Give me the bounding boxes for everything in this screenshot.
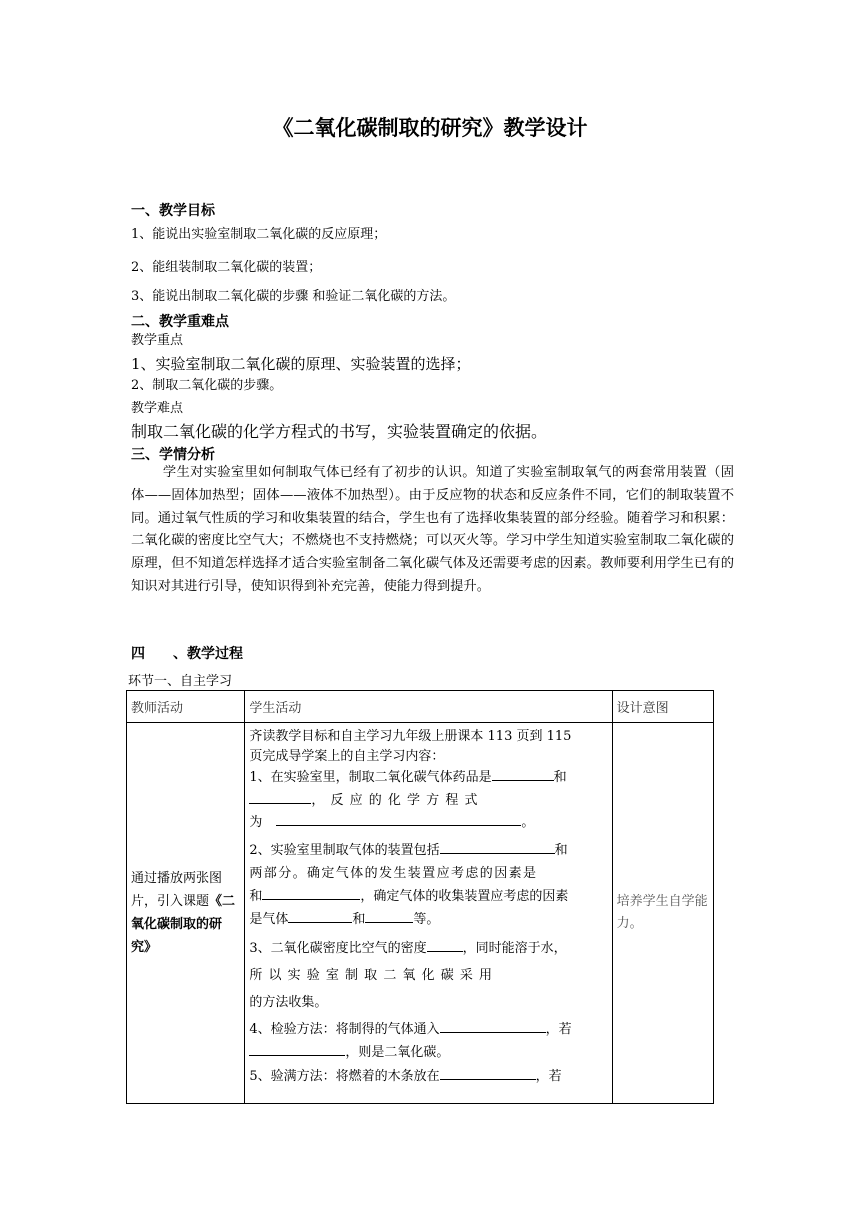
student-activity-cell xyxy=(245,723,612,1104)
q4-text: 4、检验方法：将制得的气体通入 xyxy=(249,1022,440,1037)
q2-text-3: ，确定气体的收集装置应考虑的因素 xyxy=(360,889,569,904)
q2-and-3: 和 xyxy=(352,912,366,927)
answer-blank[interactable] xyxy=(276,811,521,826)
table-header-row xyxy=(127,691,714,723)
answer-blank[interactable] xyxy=(365,908,413,923)
q4-text-2: ，则是二氧化碳。 xyxy=(345,1045,450,1060)
q3-text-4: 的方法收集。 xyxy=(249,995,328,1010)
q1-text: 1、在实验室里，制取二氧化碳气体药品是 xyxy=(249,770,492,785)
question-5-line-1 xyxy=(249,1065,607,1088)
objective-3: 3、能说出制取二氧化碳的步骤 和验证二氧化碳的方法。 xyxy=(131,289,456,304)
section-3-heading: 三、学情分析 xyxy=(131,447,215,463)
question-3-line-2 xyxy=(249,964,607,987)
q2-and-2: 和 xyxy=(249,889,263,904)
q1-and: 和 xyxy=(553,770,567,785)
q5-if: ，若 xyxy=(535,1069,562,1084)
document-title: 《二氧化碳制取的研究》教学设计 xyxy=(272,116,588,140)
question-4-line-2 xyxy=(249,1041,607,1063)
q3-text: 3、二氧化碳密度比空气的密度 xyxy=(249,941,427,956)
key-point-1: 1、实验室制取二氧化碳的原理、实验装置的选择； xyxy=(131,355,471,373)
header-teacher-activity: 教师活动 xyxy=(127,691,245,723)
key-point-2: 2、制取二氧化碳的步骤。 xyxy=(131,378,283,393)
question-2-line-3 xyxy=(249,885,607,908)
question-2-line-1 xyxy=(249,839,607,862)
q2-text-2: 两部分。确定气体的发生装置应考虑的因素是 xyxy=(249,866,538,881)
question-3-line-3 xyxy=(249,991,607,1014)
q2-gas: 是气体 xyxy=(249,912,289,927)
answer-blank[interactable] xyxy=(440,1018,546,1033)
question-1-line-2 xyxy=(249,789,607,811)
q1-equation-label: ， 反 应 的 化 学 方 程 式 xyxy=(311,793,479,808)
question-4-line-1 xyxy=(249,1018,607,1041)
teacher-activity-text: 通过播放两张图片，引入课题 xyxy=(131,871,223,909)
answer-blank[interactable] xyxy=(440,839,555,854)
difficulties-label: 教学难点 xyxy=(131,401,184,416)
design-intent-cell xyxy=(612,723,713,1104)
section-4-number: 四 xyxy=(131,646,145,662)
table-row xyxy=(127,723,714,1104)
learner-analysis-paragraph: 学生对实验室里如何制取气体已经有了初步的认识。知道了实验室制取氧气的两套常用装置（固体——固体加热型；固体——液体不加热型）。由于反应物的状态和反应条件不同，它们的制取装置不同。通过氧气性质的学习和收集装置的结合，学生也有了选择收集装置的部分经验。随着学习和积累：二氧化碳的密度比空气大；不燃烧也不支持燃烧；可以灭火等。学习中学生知道实验室制取二氧化碳的原理，但不知道怎样选择才适合实验室制备二氧化碳气体及还需要考虑的因素。教师要利用学生已有的知识对其进行引导，使知识得到补充完善，使能力得到提升。 xyxy=(131,465,734,594)
difficulty-text: 制取二氧化碳的化学方程式的书写，实验装置确定的依据。 xyxy=(131,422,548,441)
q3-text-3: 所 以 实 验 室 制 取 二 氧 化 碳 采 用 xyxy=(249,968,493,983)
question-1-line-1 xyxy=(249,766,607,789)
q2-and: 和 xyxy=(554,843,568,858)
answer-blank[interactable] xyxy=(288,908,352,923)
section-1-heading: 一、教学目标 xyxy=(131,203,215,219)
question-1-line-3 xyxy=(249,811,607,833)
objective-2: 2、能组装制取二氧化碳的装置； xyxy=(131,260,322,275)
student-intro-line-2: 页完成导学案上的自主学习内容： xyxy=(249,749,445,764)
question-2-line-2 xyxy=(249,862,607,885)
key-points-label: 教学重点 xyxy=(131,333,184,348)
question-3-line-1 xyxy=(249,937,607,960)
objective-1: 1、能说出实验室制取二氧化碳的反应原理； xyxy=(131,227,387,242)
student-intro-line-1: 齐读教学目标和自主学习九年级上册课本 113 页到 115 xyxy=(249,729,572,744)
q1-wei: 为 xyxy=(249,815,263,830)
section-2-heading: 二、教学重难点 xyxy=(131,314,229,330)
teaching-process-table xyxy=(126,690,714,1104)
answer-blank[interactable] xyxy=(249,789,311,804)
stage-caption: 环节一、自主学习 xyxy=(128,674,233,689)
q1-period: 。 xyxy=(521,815,535,830)
answer-blank[interactable] xyxy=(249,1041,345,1056)
question-2-line-4 xyxy=(249,908,607,931)
lesson-title-bold: 《二氧化碳制取的研究》 xyxy=(131,894,236,955)
q2-etc: 等。 xyxy=(413,912,440,927)
teacher-activity-cell xyxy=(127,723,245,1104)
header-student-activity: 学生活动 xyxy=(245,691,612,723)
answer-blank[interactable] xyxy=(440,1065,536,1080)
q5-text: 5、验满方法：将燃着的木条放在 xyxy=(249,1069,440,1084)
design-intent-text: 培养学生自学能力。 xyxy=(616,894,708,931)
q4-if: ，若 xyxy=(545,1022,572,1037)
q3-text-2: ，同时能溶于水， xyxy=(462,941,567,956)
header-design-intent: 设计意图 xyxy=(612,691,713,723)
q2-text: 2、实验室里制取气体的装置包括 xyxy=(249,843,440,858)
answer-blank[interactable] xyxy=(427,937,463,952)
section-4-heading: 、教学过程 xyxy=(173,646,243,662)
answer-blank[interactable] xyxy=(492,766,554,781)
answer-blank[interactable] xyxy=(262,885,360,900)
